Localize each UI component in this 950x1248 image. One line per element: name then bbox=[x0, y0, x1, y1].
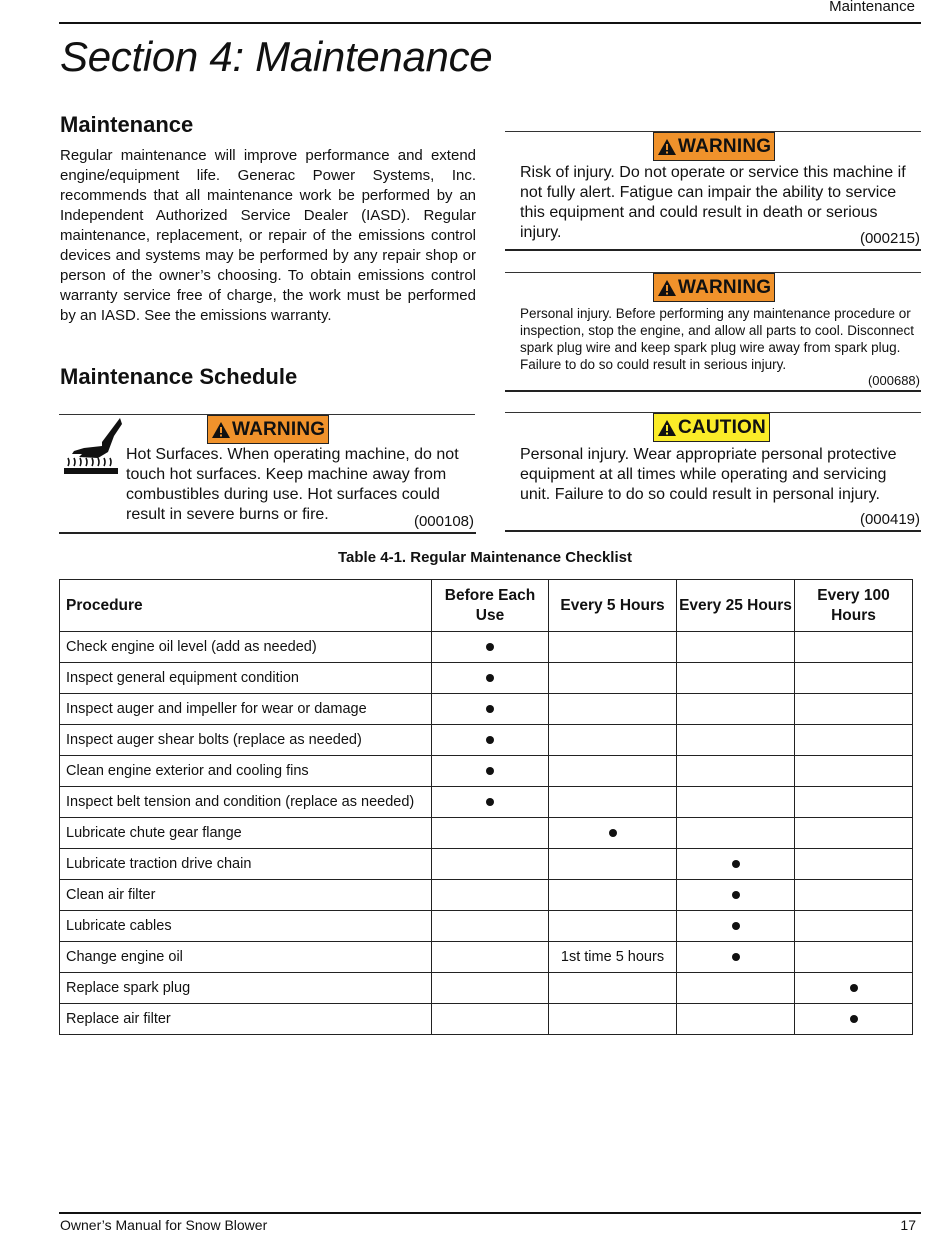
table-row bbox=[60, 880, 913, 911]
interval-cell bbox=[677, 818, 795, 849]
interval-cell bbox=[549, 911, 677, 942]
check-mark-cell bbox=[549, 818, 677, 849]
bullet-dot-icon bbox=[486, 705, 494, 713]
warning-badge bbox=[653, 132, 775, 161]
hazard-code: (000419) bbox=[859, 511, 920, 528]
hazard-bottom-rule bbox=[59, 532, 476, 534]
footer-page-number: 17 bbox=[900, 1217, 916, 1233]
column-header: Before Each Use bbox=[432, 580, 549, 632]
check-mark-cell bbox=[432, 787, 549, 818]
warning-label: WARNING bbox=[232, 418, 326, 440]
alert-triangle-icon bbox=[657, 279, 677, 297]
interval-cell bbox=[795, 942, 913, 973]
maintenance-body: Regular maintenance will improve performance and extend engine/equipment life. Generac Power Systems, Inc. recommends that all maintenance work be performed by an Independent Authorized Service Dealer (IASD). Regular maintenance, replacement, or repair of the emissions control devices and systems may be performed by any repair shop or person of the owner’s choosing. To obtain emissions control warranty service free of charge, the work must be performed by an IASD. See the emissions warranty. bbox=[60, 147, 476, 324]
table-row bbox=[60, 942, 913, 973]
interval-cell bbox=[432, 942, 549, 973]
interval-cell bbox=[795, 663, 913, 694]
interval-cell bbox=[549, 880, 677, 911]
interval-cell bbox=[795, 818, 913, 849]
interval-cell bbox=[677, 756, 795, 787]
interval-cell bbox=[795, 632, 913, 663]
column-header: Every 5 Hours bbox=[549, 580, 677, 632]
check-mark-cell bbox=[432, 632, 549, 663]
check-mark-cell bbox=[677, 880, 795, 911]
check-mark-cell bbox=[432, 725, 549, 756]
running-header: Maintenance bbox=[829, 0, 915, 15]
procedure-cell: Inspect general equipment condition bbox=[60, 663, 432, 694]
column-header: Procedure bbox=[60, 580, 432, 632]
bullet-dot-icon bbox=[609, 829, 617, 837]
interval-cell bbox=[677, 787, 795, 818]
check-mark-cell bbox=[432, 663, 549, 694]
hazard-text: Personal injury. Wear appropriate personal protective equipment at all times while operating and servicing unit. Failure to do so could result in personal injury. bbox=[520, 446, 897, 503]
interval-cell bbox=[549, 632, 677, 663]
interval-cell bbox=[549, 663, 677, 694]
procedure-cell: Replace spark plug bbox=[60, 973, 432, 1004]
procedure-cell: Lubricate chute gear flange bbox=[60, 818, 432, 849]
interval-cell bbox=[549, 973, 677, 1004]
interval-cell bbox=[795, 694, 913, 725]
interval-cell bbox=[432, 818, 549, 849]
bullet-dot-icon bbox=[486, 736, 494, 744]
table-row bbox=[60, 787, 913, 818]
procedure-cell: Inspect auger and impeller for wear or damage bbox=[60, 694, 432, 725]
hazard-code: (000215) bbox=[859, 230, 920, 247]
interval-cell bbox=[677, 663, 795, 694]
interval-cell bbox=[549, 725, 677, 756]
interval-cell bbox=[677, 1004, 795, 1035]
interval-cell bbox=[795, 849, 913, 880]
warning-badge bbox=[207, 415, 329, 444]
bullet-dot-icon bbox=[486, 767, 494, 775]
hazard-text: Hot Surfaces. When operating machine, do not touch hot surfaces. Keep machine away from combustibles during use. Hot surfaces could result in severe burns or fire. bbox=[126, 446, 459, 523]
alert-triangle-icon bbox=[657, 419, 677, 437]
table-row bbox=[60, 818, 913, 849]
warning-label: WARNING bbox=[678, 276, 772, 298]
procedure-cell: Inspect auger shear bolts (replace as needed) bbox=[60, 725, 432, 756]
interval-cell bbox=[677, 694, 795, 725]
caution-label: CAUTION bbox=[678, 416, 766, 438]
interval-cell bbox=[432, 911, 549, 942]
footer-rule bbox=[59, 1212, 921, 1214]
column-header: Every 100 Hours bbox=[795, 580, 913, 632]
bullet-dot-icon bbox=[486, 798, 494, 806]
table-row bbox=[60, 694, 913, 725]
interval-cell bbox=[677, 632, 795, 663]
hazard-bottom-rule bbox=[505, 390, 921, 392]
check-mark-cell bbox=[432, 694, 549, 725]
check-mark-cell bbox=[795, 1004, 913, 1035]
procedure-cell: Replace air filter bbox=[60, 1004, 432, 1035]
interval-cell bbox=[795, 911, 913, 942]
interval-cell bbox=[795, 725, 913, 756]
interval-cell bbox=[677, 973, 795, 1004]
maintenance-heading: Maintenance bbox=[60, 112, 194, 137]
interval-cell bbox=[795, 756, 913, 787]
table-caption: Table 4-1. Regular Maintenance Checklist bbox=[338, 549, 632, 566]
column-header: Every 25 Hours bbox=[677, 580, 795, 632]
procedure-cell: Check engine oil level (add as needed) bbox=[60, 632, 432, 663]
hazard-bottom-rule bbox=[505, 249, 921, 251]
interval-cell bbox=[432, 880, 549, 911]
table-row bbox=[60, 911, 913, 942]
interval-cell bbox=[549, 787, 677, 818]
header-rule bbox=[59, 22, 921, 24]
caution-badge bbox=[653, 413, 770, 442]
bullet-dot-icon bbox=[732, 922, 740, 930]
check-mark-cell bbox=[677, 849, 795, 880]
bullet-dot-icon bbox=[486, 674, 494, 682]
interval-cell bbox=[432, 849, 549, 880]
bullet-dot-icon bbox=[486, 643, 494, 651]
interval-cell bbox=[549, 1004, 677, 1035]
interval-cell bbox=[549, 756, 677, 787]
page-title: Section 4: Maintenance bbox=[60, 33, 493, 80]
maintenance-checklist-table bbox=[59, 579, 913, 1035]
alert-triangle-icon bbox=[657, 138, 677, 156]
procedure-cell: Lubricate traction drive chain bbox=[60, 849, 432, 880]
warning-badge bbox=[653, 273, 775, 302]
interval-cell: 1st time 5 hours bbox=[549, 942, 677, 973]
check-mark-cell bbox=[795, 973, 913, 1004]
table-row bbox=[60, 756, 913, 787]
footer-manual-title: Owner’s Manual for Snow Blower bbox=[60, 1217, 268, 1233]
table-row bbox=[60, 849, 913, 880]
procedure-cell: Clean air filter bbox=[60, 880, 432, 911]
table-row bbox=[60, 1004, 913, 1035]
hazard-code: (000108) bbox=[413, 513, 474, 530]
interval-cell bbox=[795, 880, 913, 911]
interval-cell bbox=[795, 787, 913, 818]
procedure-cell: Inspect belt tension and condition (replace as needed) bbox=[60, 787, 432, 818]
procedure-cell: Lubricate cables bbox=[60, 911, 432, 942]
interval-cell bbox=[432, 973, 549, 1004]
bullet-dot-icon bbox=[732, 891, 740, 899]
interval-cell bbox=[677, 725, 795, 756]
table-row bbox=[60, 663, 913, 694]
check-mark-cell bbox=[677, 942, 795, 973]
interval-cell bbox=[549, 694, 677, 725]
check-mark-cell bbox=[432, 756, 549, 787]
hazard-text: Personal injury. Before performing any maintenance procedure or inspection, stop the engine, and allow all parts to cool. Disconnect spark plug wire and keep spark plug wire away from spark plug. Failure to do so could result in serious injury. bbox=[520, 306, 914, 372]
check-mark-cell bbox=[677, 911, 795, 942]
interval-cell bbox=[432, 1004, 549, 1035]
bullet-dot-icon bbox=[732, 953, 740, 961]
table-row bbox=[60, 973, 913, 1004]
hazard-bottom-rule bbox=[505, 530, 921, 532]
bullet-dot-icon bbox=[850, 984, 858, 992]
alert-triangle-icon bbox=[211, 421, 231, 439]
table-row bbox=[60, 725, 913, 756]
bullet-dot-icon bbox=[850, 1015, 858, 1023]
maintenance-schedule-heading: Maintenance Schedule bbox=[60, 364, 298, 389]
procedure-cell: Clean engine exterior and cooling fins bbox=[60, 756, 432, 787]
bullet-dot-icon bbox=[732, 860, 740, 868]
hazard-code: (000688) bbox=[867, 373, 920, 388]
hazard-text: Risk of injury. Do not operate or service this machine if not fully alert. Fatigue can impair the ability to service this equipment and could result in death or serious injury. bbox=[520, 164, 906, 241]
table-row bbox=[60, 632, 913, 663]
interval-cell bbox=[549, 849, 677, 880]
procedure-cell: Change engine oil bbox=[60, 942, 432, 973]
hot-surface-icon bbox=[62, 416, 124, 478]
table-header-row bbox=[60, 580, 913, 632]
warning-label: WARNING bbox=[678, 135, 772, 157]
